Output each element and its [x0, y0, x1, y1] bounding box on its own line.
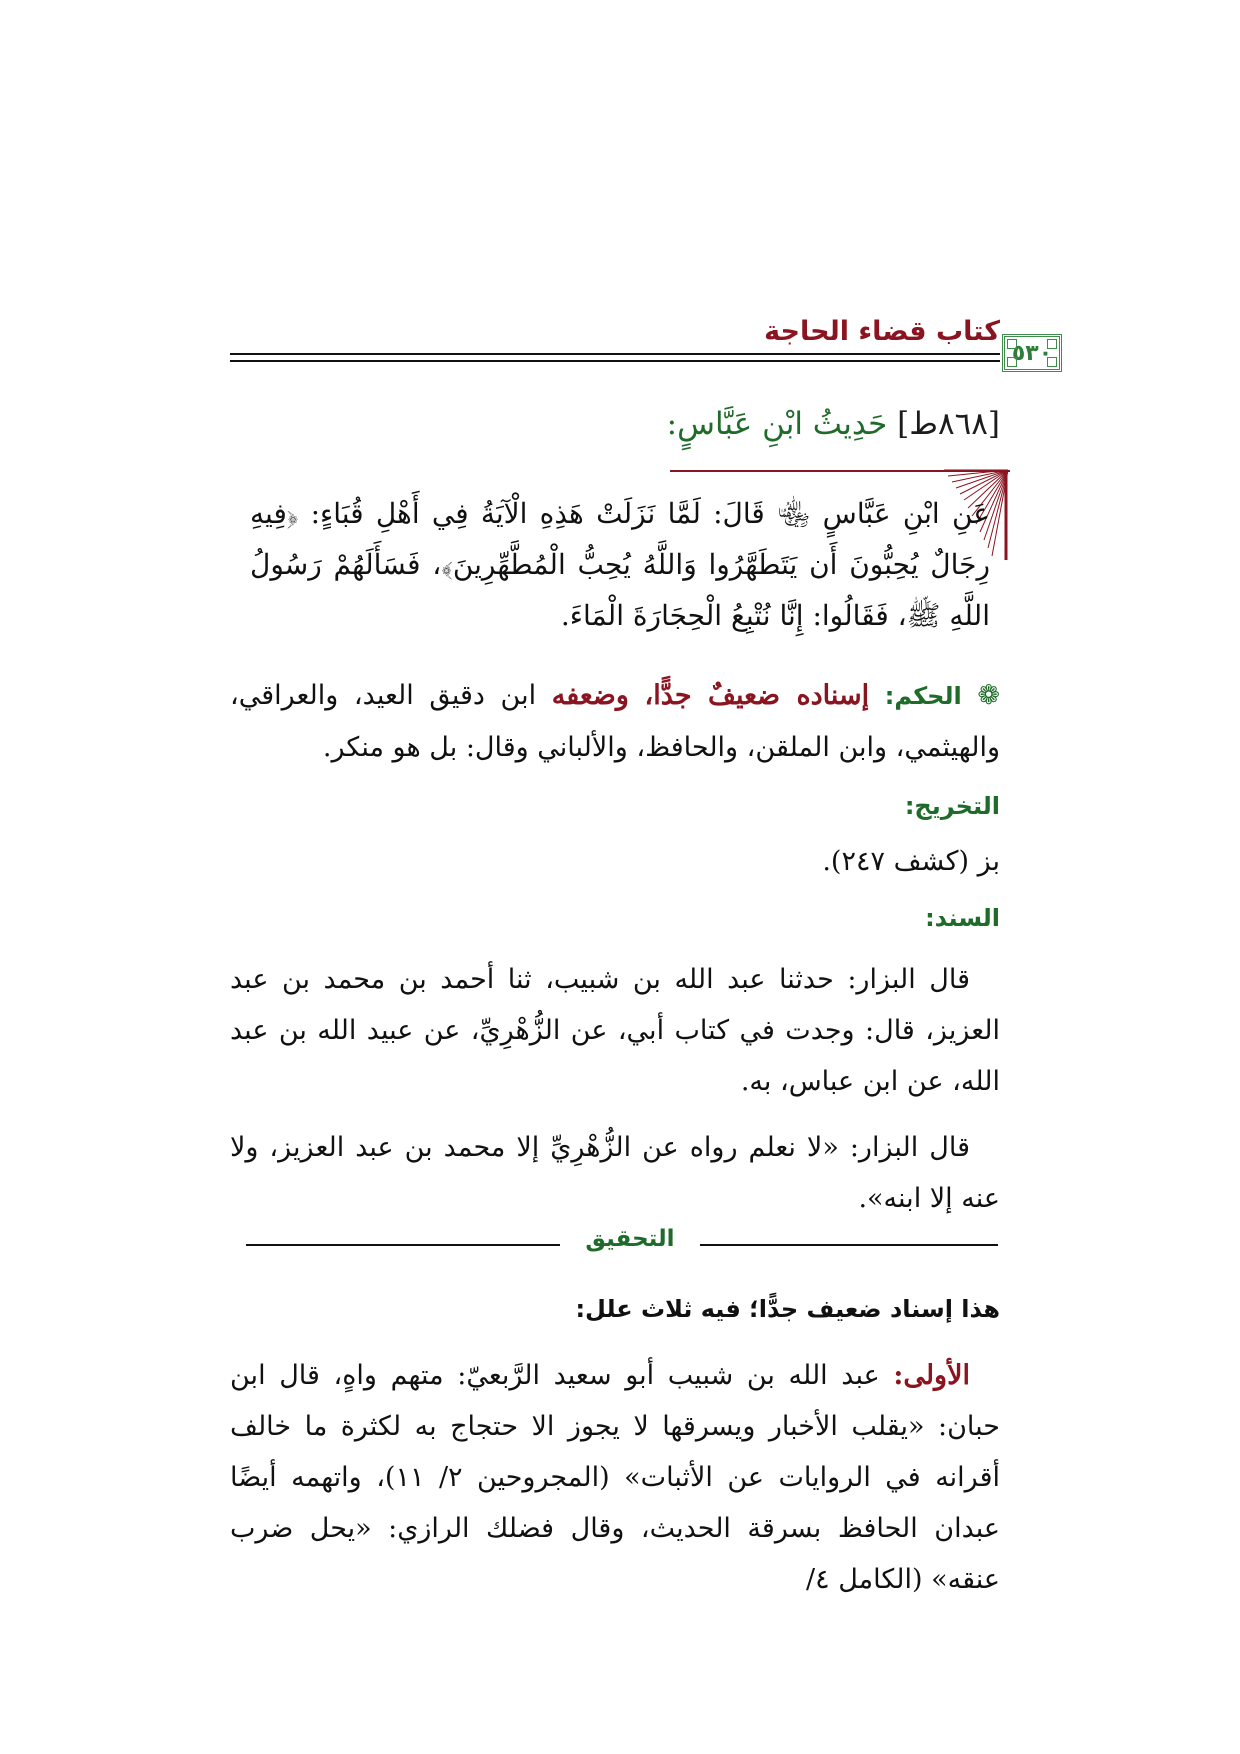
sanad-paragraph-2: قال البزار: «لا نعلم رواه عن الزُّهْرِيِّ إلا محمد بن عبد العزيز، ولا عنه إلا ابنه».	[230, 1132, 1000, 1214]
ruling-highlight-2: وضعفه	[551, 680, 629, 711]
first-defect-text: عبد الله بن شبيب أبو سعيد الرَّبعيّ: متهم واهٍ، قال ابن حبان: «يقلب الأخبار ويسرقها لا يجوز الا حتجاج به لكثرة ما خالف أقرانه في الروايات عن الأثبات» (المجروحين ٢/ ١١)، واتهمه أيضًا عبدان الحافظ بسرقة الحديث، وقال فضلك الرازي: «يحل ضرب عنقه» (الكامل ٤/	[230, 1360, 1000, 1595]
ruling-highlight-1: إسناده ضعيفٌ جدًّا،	[644, 680, 870, 711]
page-number: ٥٣٠	[1011, 340, 1053, 366]
sanad-label-line	[230, 892, 1000, 944]
hadith-text: عَنِ ابْنِ عَبَّاسٍ ﵄ قَالَ: لَمَّا نَزَلَتْ هَذِهِ الْآيَةُ فِي أَهْلِ قُبَاءٍ: ﴿فِيهِ رِجَالٌ يُحِبُّونَ أَن يَتَطَهَّرُوا وَاللَّهُ يُحِبُّ الْمُطَّهِّرِينَ﴾، فَسَأَلَهُمْ رَسُولُ اللَّهِ ﷺ، فَقَالُوا: إِنَّا نُتْبِعُ الْحِجَارَةَ الْمَاءَ.	[250, 497, 990, 632]
ruling-text: ابن دقيق العيد، والعراقي، والهيثمي، وابن الملقن، والحافظ، والألباني وقال: بل هو منكر.	[230, 680, 1000, 763]
first-defect-label: الأولى:	[893, 1360, 970, 1391]
flower-icon: ❁	[977, 680, 1000, 711]
tahqiq-summary: هذا إسناد ضعيف جدًّا؛ فيه ثلاث علل:	[575, 1295, 1000, 1323]
tahqiq-label: التحقيق	[560, 1226, 700, 1252]
sanad-label: السند:	[925, 904, 1000, 932]
header-rule-bottom	[230, 360, 1000, 362]
hadith-heading	[667, 406, 1000, 442]
page-number-badge	[1002, 334, 1062, 372]
ruling-label: الحكم:	[884, 682, 962, 710]
book-title: كتاب قضاء الحاجة	[764, 316, 1000, 347]
sanad-paragraph-1: قال البزار: حدثنا عبد الله بن شبيب، ثنا أحمد بن محمد بن عبد العزيز، قال: وجدت في كتاب أبي، عن الزُّهْرِيِّ، عن عبيد الله بن عبد الله، عن ابن عباس، به.	[230, 964, 1000, 1097]
takhrij-text: بز (كشف ٢٤٧).	[822, 846, 1000, 877]
takhrij-label-line	[230, 780, 1000, 832]
takhrij-label: التخريج:	[904, 792, 1000, 820]
header-rule-top	[230, 353, 1000, 355]
hadith-number: [٨٦٨ط]	[897, 406, 1000, 442]
first-defect-paragraph	[230, 1350, 1000, 1605]
ruling-paragraph	[230, 670, 1000, 773]
hadith-title: حَدِيثُ ابْنِ عَبَّاسٍ:	[666, 406, 888, 442]
